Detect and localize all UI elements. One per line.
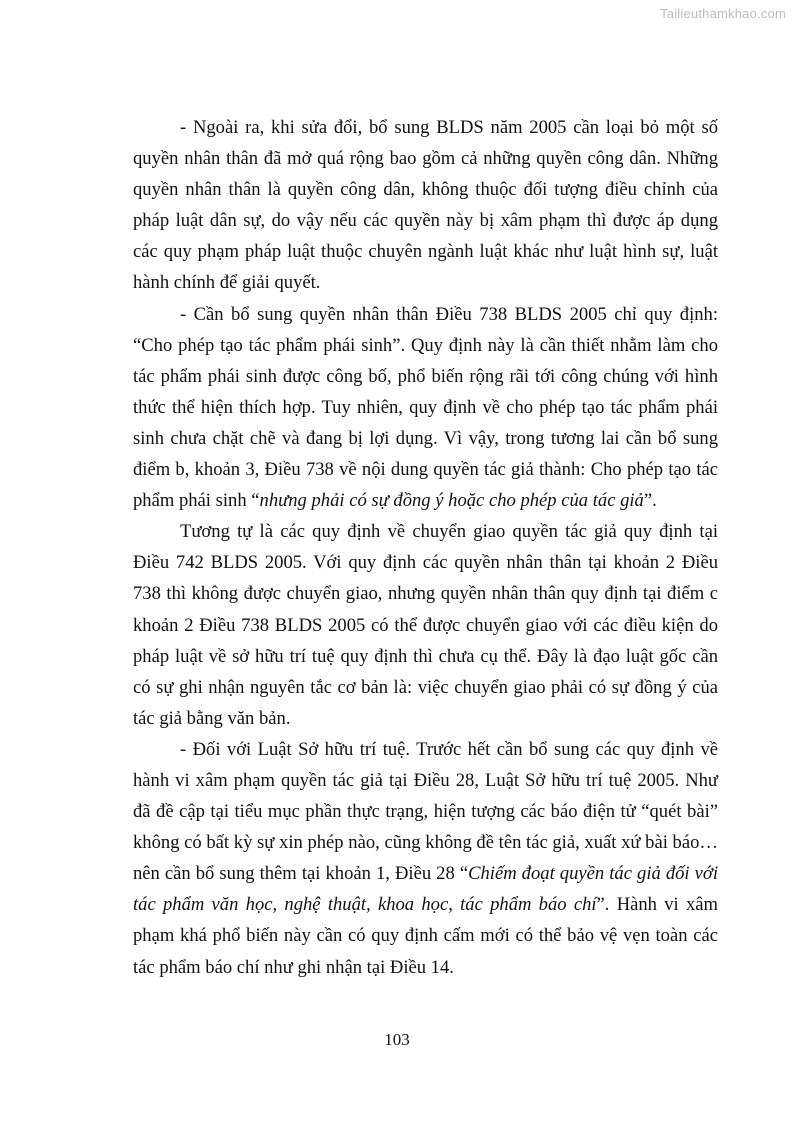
paragraph-2 (133, 299, 718, 517)
paragraph-4-end: ”. Hành vi xâm phạm khá phổ biến này cần có quy định cấm mới có thể bảo vệ vẹn toàn các tác phẩm báo chí như ghi nhận tại Điều 14. (133, 894, 718, 978)
paragraph-2-text: - Cần bổ sung quyền nhân thân Điều 738 BLDS 2005 chỉ quy định: “Cho phép tạo tác phẩm phái sinh”. Quy định này là cần thiết nhằm làm cho tác phẩm phái sinh được công bố, phổ biến rộng rãi tới công chúng với hình thức thể hiện thích hợp. Tuy nhiên, quy định về cho phép tạo tác phẩm phái sinh chưa chặt chẽ và đang bị lợi dụng. Vì vậy, trong tương lai cần bổ sung điểm b, khoản 3, Điều 738 về nội dung quyền tác giả thành: Cho phép tạo tác phẩm phái sinh “ (133, 303, 718, 512)
paragraph-2-italic-quote: nhưng phải có sự đồng ý hoặc cho phép của tác giả (259, 490, 644, 512)
paragraph-2-end: ”. (643, 490, 657, 512)
watermark-text: Tailieuthamkhao.com (660, 6, 786, 21)
paragraph-4-italic-quote: Chiếm đoạt quyền tác giả đối với tác phẩm văn học, nghệ thuật, khoa học, tác phẩm báo chí (133, 863, 718, 916)
paragraph-1: - Ngoài ra, khi sửa đổi, bổ sung BLDS năm 2005 cần loại bỏ một số quyền nhân thân đã mở quá rộng bao gồm cả những quyền công dân. Những quyền nhân thân là quyền công dân, không thuộc đối tượng điều chỉnh của pháp luật dân sự, do vậy nếu các quyền này bị xâm phạm thì được áp dụng các quy phạm pháp luật thuộc chuyên ngành luật khác như luật hình sự, luật hành chính để giải quyết. (133, 117, 718, 294)
page-number: 103 (384, 1030, 410, 1049)
paragraph-4 (133, 734, 718, 983)
document-body (133, 112, 718, 983)
paragraph-3: Tương tự là các quy định về chuyển giao quyền tác giả quy định tại Điều 742 BLDS 2005. Với quy định các quyền nhân thân tại khoản 2 Điều 738 thì không được chuyển giao, nhưng quyền nhân thân quy định tại điểm c khoản 2 Điều 738 BLDS 2005 có thể được chuyển giao với các điều kiện do pháp luật về sở hữu trí tuệ quy định thì chưa cụ thể. Đây là đạo luật gốc cần có sự ghi nhận nguyên tắc cơ bản là: việc chuyển giao phải có sự đồng ý của tác giả bằng văn bản. (133, 521, 718, 729)
paragraph-4-text: - Đối với Luật Sở hữu trí tuệ. Trước hết cần bổ sung các quy định về hành vi xâm phạm quyền tác giả tại Điều 28, Luật Sở hữu trí tuệ 2005. Như đã đề cập tại tiểu mục phần thực trạng, hiện tượng các báo điện tử “quét bài” không có bất kỳ sự xin phép nào, cũng không đề tên tác giả, xuất xứ bài báo… nên cần bổ sung thêm tại khoản 1, Điều 28 “ (133, 738, 718, 885)
